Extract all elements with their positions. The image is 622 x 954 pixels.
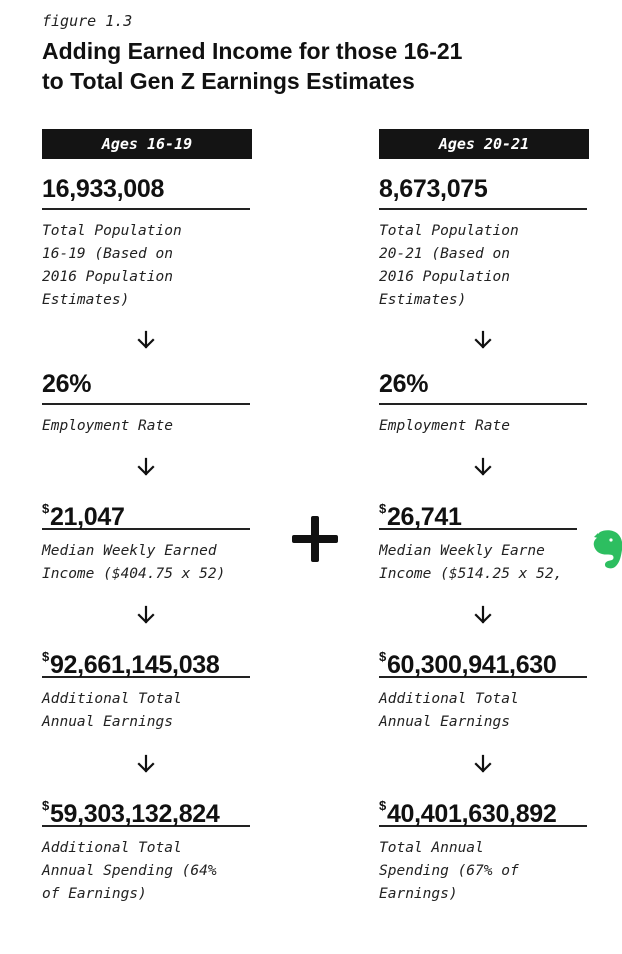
population-value: 16,933,008 (42, 170, 250, 210)
down-arrow-icon (136, 754, 156, 774)
evernote-elephant-icon[interactable] (590, 528, 622, 572)
age-badge: Ages 20-21 (379, 129, 589, 159)
annual-spending-stat (42, 787, 250, 906)
employment-rate-stat (42, 365, 250, 438)
down-arrow-icon (136, 605, 156, 625)
currency-symbol: $ (42, 501, 49, 516)
annual-earnings-stat (42, 638, 250, 734)
population-value: 8,673,075 (379, 170, 587, 210)
down-arrow-icon (473, 457, 493, 477)
annual-earnings-amount: 92,661,145,038 (49, 651, 220, 679)
figure-label: figure 1.3 (42, 12, 133, 30)
employment-rate-description: Employment Rate (379, 418, 510, 434)
currency-symbol: $ (42, 649, 49, 664)
down-arrow-icon (136, 330, 156, 350)
annual-earnings-description: Additional Total Annual Earnings (379, 691, 519, 730)
median-income-description: Median Weekly Earned Income ($404.75 x 52) (42, 543, 226, 582)
annual-spending-amount: 40,401,630,892 (386, 800, 557, 828)
currency-symbol: $ (379, 501, 386, 516)
age-badge: Ages 16-19 (42, 129, 252, 159)
annual-earnings-value (42, 638, 250, 678)
currency-symbol: $ (379, 798, 386, 813)
annual-earnings-description: Additional Total Annual Earnings (42, 691, 182, 730)
employment-rate-stat (379, 365, 587, 438)
median-income-stat (379, 490, 577, 586)
annual-spending-value (42, 787, 250, 827)
median-income-amount: 26,741 (386, 503, 462, 531)
annual-spending-description: Additional Total Annual Spending (64% of Earnings) (42, 840, 217, 902)
employment-rate-description: Employment Rate (42, 418, 173, 434)
down-arrow-icon (136, 457, 156, 477)
column-ages-20-21 (379, 129, 589, 902)
median-income-value (42, 490, 250, 530)
currency-symbol: $ (42, 798, 49, 813)
median-income-amount: 21,047 (49, 503, 125, 531)
annual-spending-amount: 59,303,132,824 (49, 800, 220, 828)
population-description: Total Population 16-19 (Based on 2016 Population Estimates) (42, 223, 182, 308)
annual-spending-stat (379, 787, 587, 906)
title-line-1: Adding Earned Income for those 16-21 (42, 38, 463, 64)
annual-earnings-value (379, 638, 587, 678)
median-income-value (379, 490, 577, 530)
annual-earnings-amount: 60,300,941,630 (386, 651, 557, 679)
population-stat (379, 170, 587, 312)
figure-title (42, 36, 562, 96)
title-line-2: to Total Gen Z Earnings Estimates (42, 68, 415, 94)
annual-spending-value (379, 787, 587, 827)
column-ages-16-19 (42, 129, 252, 902)
down-arrow-icon (473, 605, 493, 625)
population-description: Total Population 20-21 (Based on 2016 Population Estimates) (379, 223, 519, 308)
down-arrow-icon (473, 754, 493, 774)
plus-icon (292, 516, 338, 562)
median-income-stat (42, 490, 250, 586)
currency-symbol: $ (379, 649, 386, 664)
population-stat (42, 170, 250, 312)
annual-spending-description: Total Annual Spending (67% of Earnings) (379, 840, 519, 902)
employment-rate-value: 26% (379, 365, 587, 405)
employment-rate-value: 26% (42, 365, 250, 405)
annual-earnings-stat (379, 638, 587, 734)
down-arrow-icon (473, 330, 493, 350)
median-income-description: Median Weekly Earne Income ($514.25 x 52, (379, 543, 563, 582)
